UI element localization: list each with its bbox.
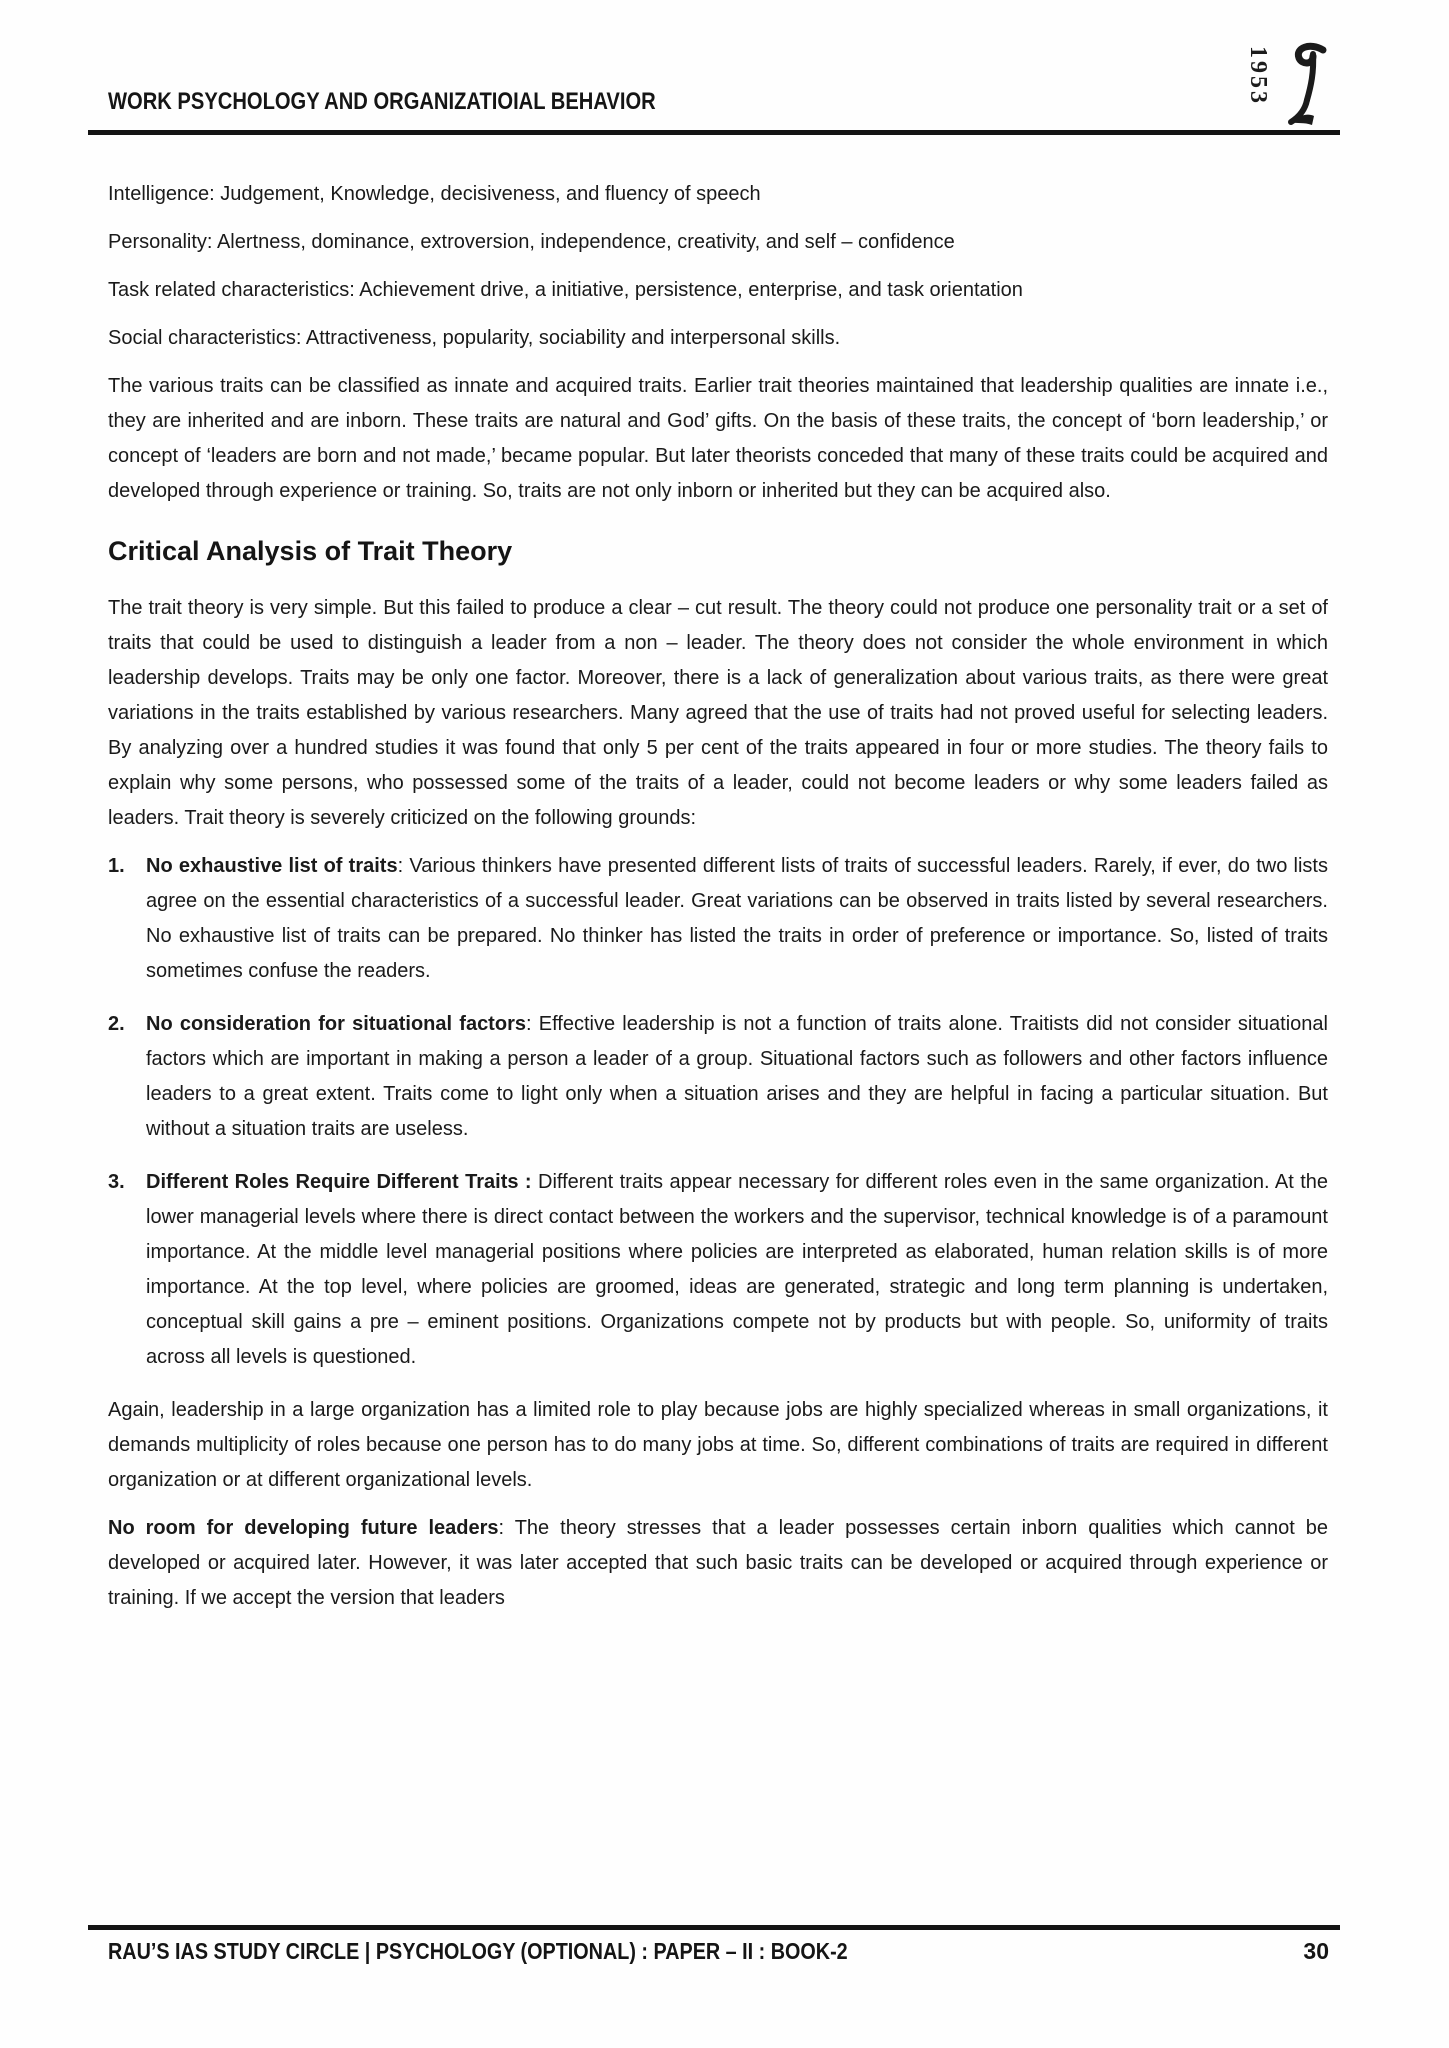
criticism-number: 3. <box>108 1171 125 1193</box>
closing-paragraph <box>108 1511 1328 1616</box>
intro-paragraph: The various traits can be classified as innate and acquired traits. Earlier trait theories maintained that leadership qualities are innate i.e., they are inherited and are inborn. These traits are natural and God’ gifts. On the basis of these traits, the concept of ‘born leadership,’ or concept of ‘leaders are born and not made,’ became popular. But later theorists conceded that many of these traits could be acquired and developed through experience or training. So, traits are not only inborn or inherited but they can be acquired also. <box>108 375 1328 502</box>
header-rule <box>88 130 1340 135</box>
logo-year: 1953 <box>1245 46 1271 106</box>
criticism-title: No exhaustive list of traits <box>146 855 398 877</box>
trait-line-personality: Personality: Alertness, dominance, extroversion, independence, creativity, and self – confidence <box>108 231 955 253</box>
criticism-number: 1. <box>108 855 125 877</box>
footer-text: RAU’S IAS STUDY CIRCLE | PSYCHOLOGY (OPTIONAL) : PAPER – II : BOOK-2 <box>108 1938 848 1964</box>
footer-row <box>108 1938 1329 1965</box>
logo-glyph-icon <box>1286 42 1332 128</box>
criticism-body <box>146 1165 1328 1375</box>
criticism-body <box>146 849 1328 989</box>
criticism-text: : Various thinkers have presented different lists of traits of successful leaders. Rarely, if ever, do two lists agree on the essential characteristics of a successful leader. Great variations can be observed in traits listed by several researchers. No exhaustive list of traits can be prepared. No thinker has listed the traits in order of preference or importance. So, listed of traits sometimes confuse the readers. <box>146 855 1328 982</box>
analysis-paragraph: The trait theory is very simple. But this failed to produce a clear – cut result. The theory could not produce one personality trait or a set of traits that could be used to distinguish a leader from a non – leader. The theory does not consider the whole environment in which leadership develops. Traits may be only one factor. Moreover, there is a lack of generalization about various traits, as there were great variations in the traits established by various researchers. Many agreed that the use of traits had not proved useful for selecting leaders. By analyzing over a hundred studies it was found that only 5 per cent of the traits appeared in four or more studies. The theory fails to explain why some persons, who possessed some of the traits of a leader, could not become leaders or why some leaders failed as leaders. Trait theory is severely criticized on the following grounds: <box>108 597 1328 829</box>
trait-line-intelligence: Intelligence: Judgement, Knowledge, decisiveness, and fluency of speech <box>108 183 761 205</box>
closing-text: : The theory stresses that a leader possesses certain inborn qualities which cannot be developed or acquired later. However, it was later accepted that such basic traits can be developed or acquired through experience or training. If we accept the version that leaders <box>108 1517 1328 1609</box>
page-number: 30 <box>1303 1938 1329 1964</box>
closing-title: No room for developing future leaders <box>108 1517 499 1539</box>
criticism-title: No consideration for situational factors <box>146 1013 526 1035</box>
criticism-title: Different Roles Require Different Traits : <box>146 1171 532 1193</box>
criticism-item-3 <box>108 1165 1328 1375</box>
trait-line-task: Task related characteristics: Achievement drive, a initiative, persistence, enterprise, and task orientation <box>108 279 1023 301</box>
footer-rule <box>88 1925 1340 1930</box>
criticism-body <box>146 1007 1328 1147</box>
criticism-item-2 <box>108 1007 1328 1147</box>
header-title: WORK PSYCHOLOGY AND ORGANIZATIOIAL BEHAVIOR <box>108 88 656 115</box>
criticism-item-1 <box>108 849 1328 989</box>
criticism-text: : Effective leadership is not a function of traits alone. Traitists did not consider situational factors which are important in making a person a leader of a group. Situational factors such as followers and other factors influence leaders to a great extent. Traits come to light only when a situation arises and they are helpful in facing a particular situation. But without a situation traits are useless. <box>146 1013 1328 1140</box>
document-body <box>108 177 1328 1629</box>
organization-paragraph: Again, leadership in a large organization has a limited role to play because jobs are highly specialized whereas in small organizations, it demands multiplicity of roles because one person has to do many jobs at time. So, different combinations of traits are required in different organization or at different organizational levels. <box>108 1399 1328 1491</box>
criticism-number: 2. <box>108 1013 125 1035</box>
trait-line-social: Social characteristics: Attractiveness, popularity, sociability and interpersonal skills. <box>108 327 841 349</box>
section-heading: Critical Analysis of Trait Theory <box>108 536 513 566</box>
criticism-text: Different traits appear necessary for different roles even in the same organization. At the lower managerial levels where there is direct contact between the workers and the supervisor, technical knowledge is of a paramount importance. At the middle level managerial positions where policies are interpreted as elaborated, human relation skills is of more importance. At the top level, where policies are groomed, ideas are generated, strategic and long term planning is undertaken, conceptual skill gains a pre – eminent positions. Organizations compete not by products but with people. So, uniformity of traits across all levels is questioned. <box>146 1171 1329 1368</box>
